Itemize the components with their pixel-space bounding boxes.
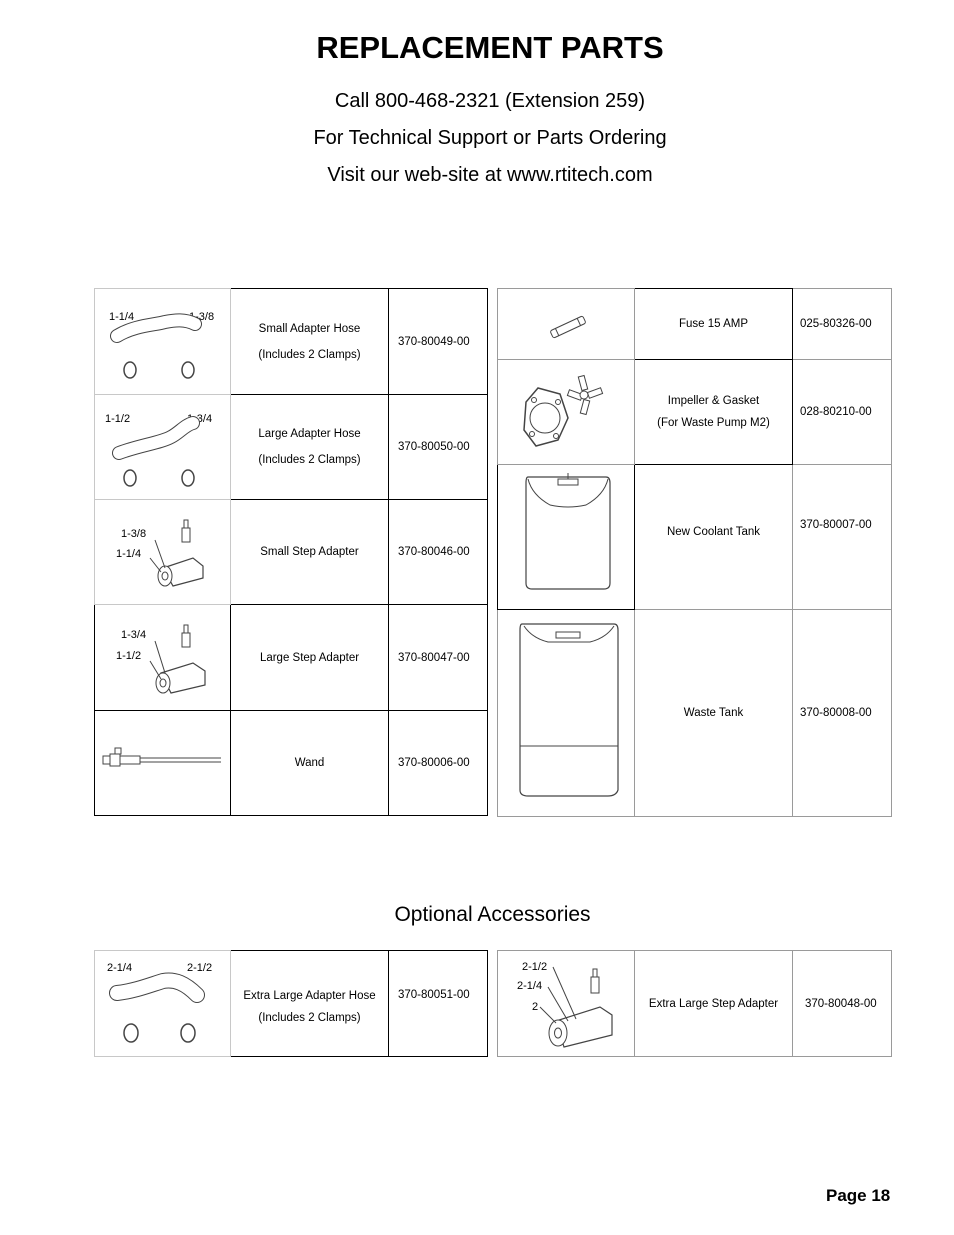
part-description: Impeller & Gasket (For Waste Pump M2) [635,360,793,465]
hose-icon [95,951,231,1057]
part-number: 370-80050-00 [389,395,488,500]
table-row [498,610,892,817]
wand-illustration [95,711,231,816]
optional-accessories-title: Optional Accessories [394,903,591,926]
dimension-label: 1-3/8 [121,528,147,540]
fuse-illustration [498,289,635,360]
fuse-icon [498,289,635,360]
part-number: 370-80051-00 [389,951,488,1057]
coolant-tank-illustration [498,465,635,610]
wand-icon [95,711,231,816]
part-number: 028-80210-00 [793,360,892,465]
waste-tank-icon [498,610,635,817]
dimension-label: 2-1/2 [522,961,548,973]
hose-icon [95,289,231,395]
table-row [498,360,892,465]
part-number: 370-80008-00 [793,610,892,817]
table-row [95,500,488,605]
part-description: Extra Large Adapter Hose (Includes 2 Clamps) [231,951,389,1057]
table-row [95,951,488,1057]
part-number: 370-80046-00 [389,500,488,605]
waste-tank-illustration [498,610,635,817]
support-purpose-line: For Technical Support or Parts Ordering [313,127,667,149]
dimension-label: 1-1/4 [109,311,135,323]
small-step-adapter-illustration [95,500,231,605]
large-step-adapter-illustration [95,605,231,711]
part-description: Extra Large Step Adapter [635,951,793,1057]
impeller-gasket-illustration [498,360,635,465]
part-number: 370-80006-00 [389,711,488,816]
table-row [498,465,892,610]
dimension-label: 2-1/4 [517,980,543,992]
step-adapter-icon [95,500,231,605]
dimension-label: 1-3/4 [121,629,147,641]
page-title: REPLACEMENT PARTS [316,30,664,65]
optional-left-table [94,950,488,1057]
extra-large-step-adapter-illustration [498,951,635,1057]
part-number: 370-80047-00 [389,605,488,711]
table-row [95,289,488,395]
small-adapter-hose-illustration [95,289,231,395]
support-phone-line: Call 800-468-2321 (Extension 259) [334,90,646,112]
table-row [498,289,892,360]
part-description: Large Step Adapter [231,605,389,711]
dimension-label: 1-1/2 [105,413,131,425]
impeller-gasket-icon [498,360,635,465]
part-description: Wand [231,711,389,816]
website-line: Visit our web-site at www.rtitech.com [327,164,653,186]
optional-right-table [497,950,892,1057]
part-description: Fuse 15 AMP [635,289,793,360]
dimension-label: 2-1/4 [107,962,133,974]
part-number: 025-80326-00 [793,289,892,360]
page-number: Page 18 [826,1186,891,1205]
dimension-label: 1-3/4 [187,413,213,425]
part-description: Small Step Adapter [231,500,389,605]
part-description: Waste Tank [635,610,793,817]
part-number: 370-80049-00 [389,289,488,395]
large-adapter-hose-illustration [95,395,231,500]
hose-icon [95,395,231,500]
table-row [498,951,892,1057]
part-number: 370-80048-00 [793,951,892,1057]
table-row [95,711,488,816]
table-row [95,605,488,711]
left-parts-table [94,288,488,816]
dimension-label: 1-1/4 [116,548,142,560]
extra-large-adapter-hose-illustration [95,951,231,1057]
dimension-label: 2-1/2 [187,962,213,974]
dimension-label: 1-1/2 [116,650,142,662]
part-description: New Coolant Tank [635,465,793,610]
dimension-label: 2 [532,1001,539,1013]
part-description: Large Adapter Hose (Includes 2 Clamps) [231,395,389,500]
dimension-label: 1-3/8 [189,311,215,323]
part-description: Small Adapter Hose (Includes 2 Clamps) [231,289,389,395]
table-row [95,395,488,500]
coolant-tank-icon [498,465,635,610]
step-adapter-icon [95,605,231,711]
right-parts-table [497,288,892,817]
step-adapter-icon [498,951,635,1057]
part-number: 370-80007-00 [793,465,892,610]
